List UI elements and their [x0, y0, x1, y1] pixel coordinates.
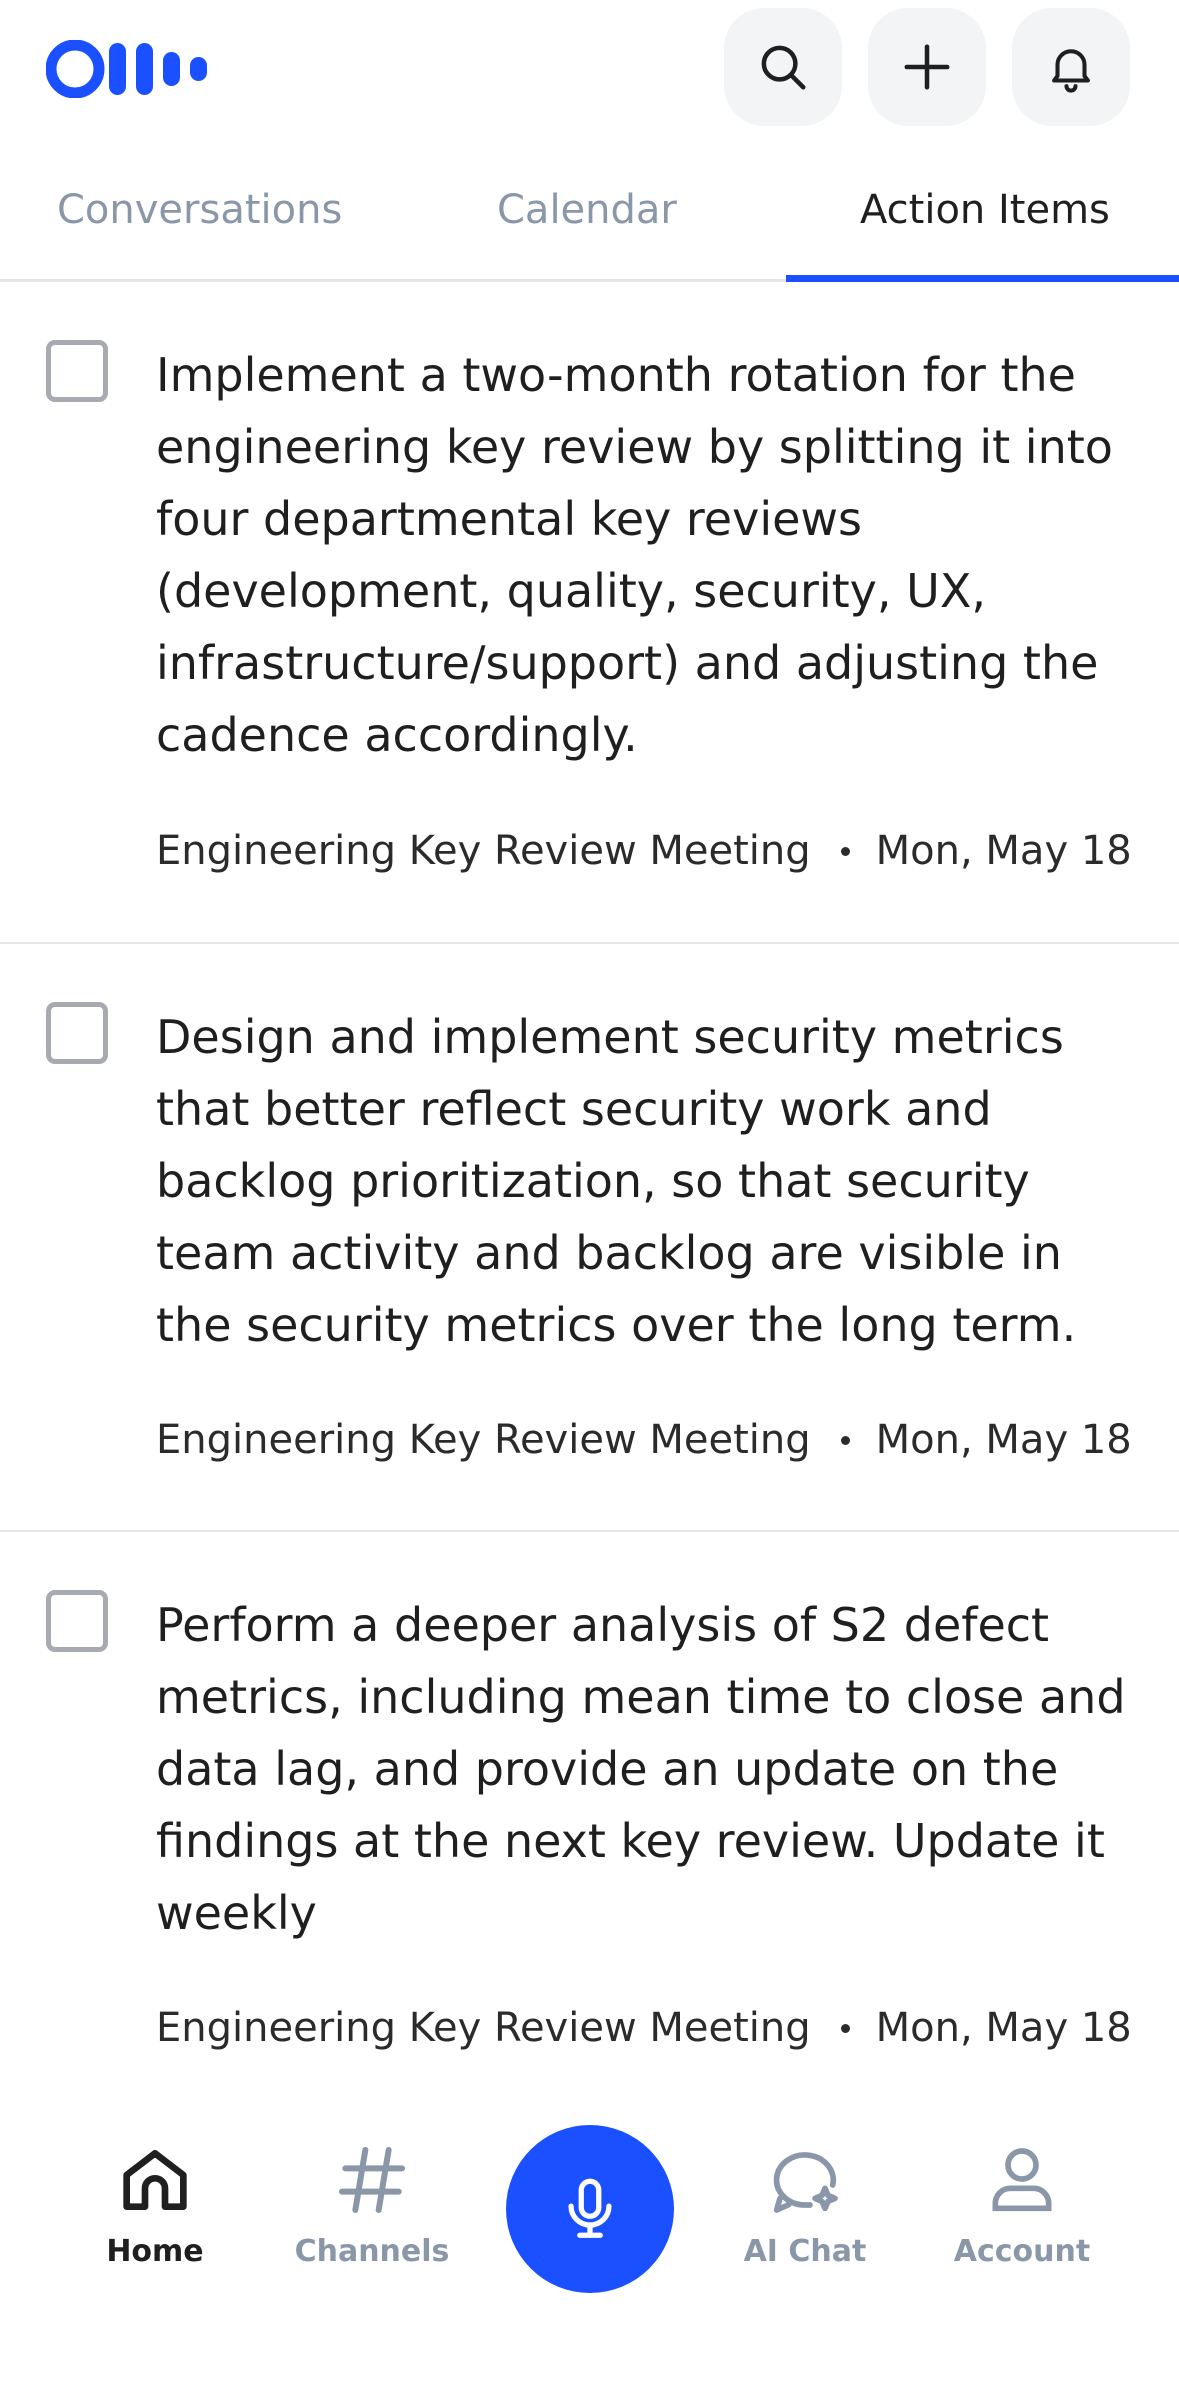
nav-home-label: Home	[106, 2234, 204, 2269]
meeting-date: Mon, May 18	[875, 828, 1132, 874]
add-button[interactable]	[868, 8, 986, 126]
action-item-meta	[156, 828, 1132, 874]
active-tab-indicator	[786, 275, 1179, 282]
meeting-name[interactable]: Engineering Key Review Meeting	[156, 1417, 811, 1463]
notifications-button[interactable]	[1012, 8, 1130, 126]
nav-ai-chat-label: AI Chat	[743, 2234, 867, 2269]
action-item	[0, 282, 1179, 944]
separator-dot	[841, 847, 850, 856]
search-button[interactable]	[724, 8, 842, 126]
separator-dot	[841, 2024, 850, 2033]
nav-account[interactable]	[922, 2140, 1122, 2290]
meeting-date: Mon, May 18	[875, 1417, 1132, 1463]
nav-channels-label: Channels	[294, 2234, 450, 2269]
hash-icon	[332, 2140, 412, 2220]
nav-ai-chat[interactable]	[705, 2140, 905, 2290]
meeting-name[interactable]: Engineering Key Review Meeting	[156, 828, 811, 874]
nav-home[interactable]	[55, 2140, 255, 2290]
home-icon	[115, 2140, 195, 2220]
action-item-text[interactable]: Implement a two-month rotation for the engineering key review by splitting it into four departmental key reviews (development, quality, security, UX, infrastructure/support) and adjusting the cadence accordingly.	[156, 348, 1113, 762]
action-item-checkbox[interactable]	[46, 340, 108, 402]
tab-calendar[interactable]: Calendar	[497, 187, 677, 233]
meeting-name[interactable]: Engineering Key Review Meeting	[156, 2005, 811, 2051]
search-icon	[756, 40, 810, 94]
action-item-text[interactable]: Perform a deeper analysis of S2 defect metrics, including mean time to close and data lag, and provide an update on the findings at the next key review. Update it weekly	[156, 1598, 1126, 1940]
tab-action-items[interactable]: Action Items	[860, 187, 1110, 233]
app-header	[0, 0, 1179, 135]
action-item-meta	[156, 1417, 1132, 1463]
action-item	[0, 1532, 1179, 2102]
account-icon	[982, 2140, 1062, 2220]
ai-chat-icon	[765, 2140, 845, 2220]
bell-icon	[1044, 40, 1098, 94]
tab-bar	[0, 165, 1179, 282]
action-item-meta	[156, 2005, 1132, 2051]
action-item-checkbox[interactable]	[46, 1590, 108, 1652]
record-button[interactable]	[506, 2125, 674, 2293]
microphone-icon	[555, 2174, 625, 2244]
action-item-text[interactable]: Design and implement security metrics that better reflect security work and backlog prioritization, so that security team activity and backlog are visible in the security metrics over the long term.	[156, 1010, 1077, 1352]
nav-account-label: Account	[953, 2234, 1091, 2269]
separator-dot	[841, 1436, 850, 1445]
otter-logo[interactable]	[46, 40, 212, 98]
plus-icon	[900, 40, 954, 94]
action-item	[0, 944, 1179, 1532]
action-item-checkbox[interactable]	[46, 1002, 108, 1064]
nav-channels[interactable]	[272, 2140, 472, 2290]
tab-conversations[interactable]: Conversations	[57, 187, 343, 233]
meeting-date: Mon, May 18	[875, 2005, 1132, 2051]
